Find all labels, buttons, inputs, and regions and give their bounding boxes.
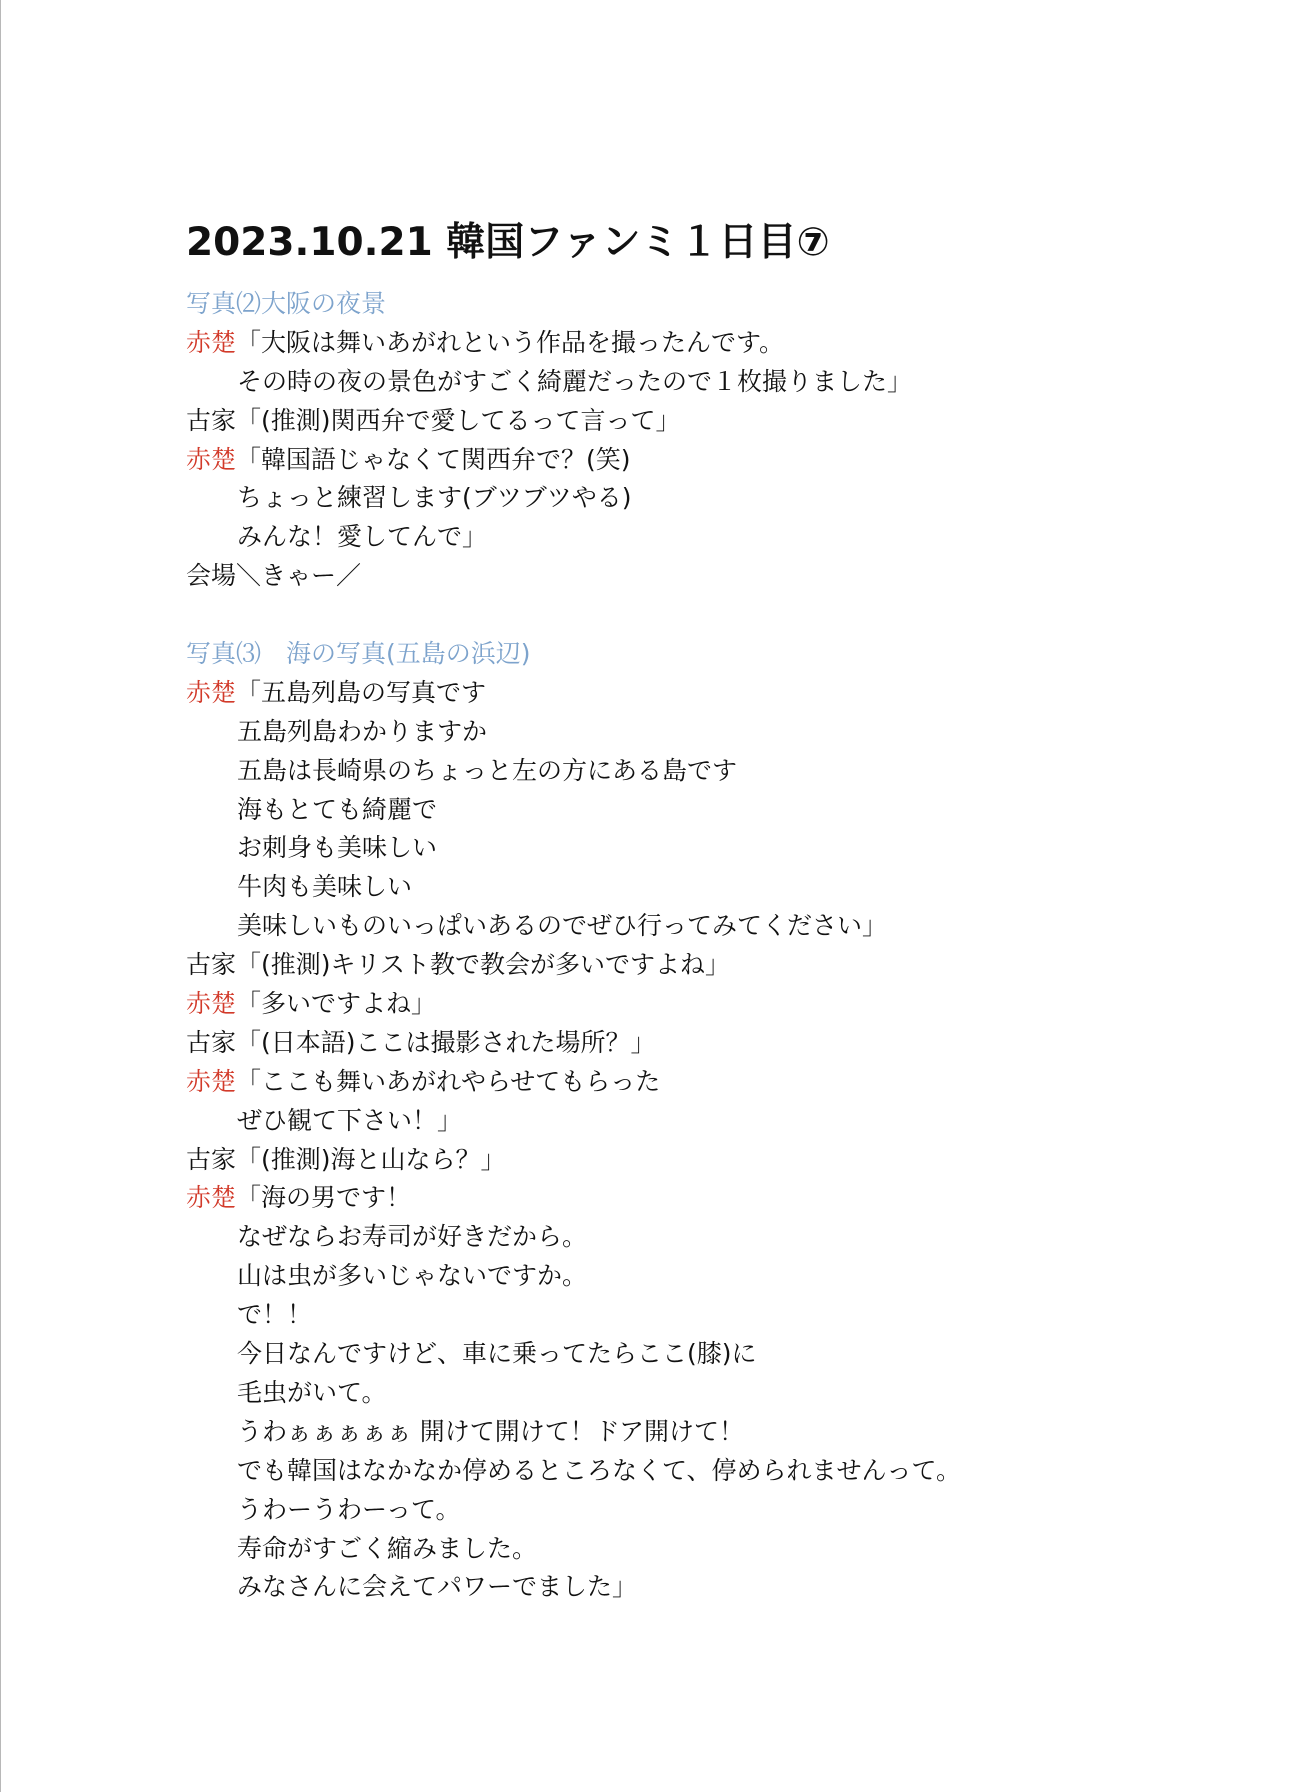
dialogue-text: 牛肉も美味しい	[237, 872, 413, 902]
speaker-name: 古家	[186, 1144, 237, 1174]
continuation-line	[186, 829, 1226, 868]
dialogue-text: 「韓国語じゃなくて関西弁で？(笑)	[236, 444, 631, 474]
continuation-line	[186, 1530, 1226, 1569]
dialogue-line	[186, 1063, 1226, 1102]
speaker-name: 赤楚	[186, 444, 237, 474]
dialogue-text: 「(日本語)ここは撮影された場所？」	[236, 1027, 656, 1057]
dialogue-text: ＼きゃー／	[236, 561, 362, 591]
dialogue-text: 今日なんですけど、車に乗ってたらここ(膝)に	[237, 1339, 757, 1369]
dialogue-text: 山は虫が多いじゃないですか。	[237, 1261, 588, 1291]
dialogue-text: うわーうわーって。	[237, 1494, 461, 1524]
continuation-line	[186, 363, 1226, 402]
photo-caption: 写真⑵大阪の夜景	[186, 289, 387, 318]
speaker-name: 古家	[186, 405, 237, 435]
continuation-line	[186, 1335, 1226, 1374]
continuation-line	[186, 868, 1226, 907]
dialogue-text: 海もとても綺麗で	[237, 794, 438, 824]
continuation-line	[186, 1374, 1226, 1413]
dialogue-line	[186, 557, 1226, 596]
dialogue-text: その時の夜の景色がすごく綺麗だったので１枚撮りました」	[237, 366, 913, 396]
continuation-line	[186, 1257, 1226, 1296]
continuation-line	[186, 1102, 1226, 1141]
dialogue-text: 「五島列島の写真です	[236, 677, 487, 707]
dialogue-text: 毛虫がいて。	[237, 1377, 387, 1407]
continuation-line	[186, 479, 1226, 518]
continuation-line	[186, 791, 1226, 830]
dialogue-line	[186, 1179, 1226, 1218]
speaker-name: 古家	[186, 1027, 237, 1057]
dialogue-text: ぜひ観て下さい！」	[237, 1105, 463, 1135]
dialogue-text: なぜならお寿司が好きだから。	[237, 1222, 588, 1252]
dialogue-line	[186, 674, 1226, 713]
dialogue-line	[186, 324, 1226, 363]
continuation-line	[186, 1413, 1226, 1452]
continuation-line	[186, 1491, 1226, 1530]
dialogue-text: 「大阪は舞いあがれという作品を撮ったんです。	[236, 327, 785, 357]
document-content	[186, 285, 1226, 1607]
dialogue-text: ちょっと練習します(ブツブツやる)	[237, 483, 632, 513]
document-title: 2023.10.21 韓国ファンミ１日目⑦	[186, 220, 830, 265]
photo-caption: 写真⑶ 海の写真(五島の浜辺)	[186, 639, 531, 669]
continuation-line	[186, 518, 1226, 557]
page-left-edge	[0, 0, 1, 1792]
speaker-name: 赤楚	[186, 1183, 237, 1213]
dialogue-text: 美味しいものいっぱいあるのでぜひ行ってみてください」	[237, 911, 888, 941]
dialogue-text: 「海の男です！	[236, 1183, 412, 1213]
speaker-name: 赤楚	[186, 989, 237, 1019]
dialogue-text: 「(推測)海と山なら？」	[236, 1144, 506, 1174]
dialogue-line	[186, 1141, 1226, 1180]
dialogue-text: でも韓国はなかなか停めるところなくて、停められませんって。	[237, 1455, 962, 1485]
dialogue-text: お刺身も美味しい	[237, 833, 438, 863]
dialogue-text: みなさんに会えてパワーでました」	[237, 1572, 638, 1602]
continuation-line	[186, 1452, 1226, 1491]
dialogue-text: 五島列島わかりますか	[237, 716, 488, 746]
dialogue-line	[186, 1024, 1226, 1063]
dialogue-text: 「多いですよね」	[236, 989, 437, 1019]
continuation-line	[186, 752, 1226, 791]
dialogue-text: 「(推測)関西弁で愛してるって言って」	[236, 405, 681, 435]
dialogue-text: 五島は長崎県のちょっと左の方にある島です	[237, 755, 738, 785]
dialogue-line	[186, 441, 1226, 480]
continuation-line	[186, 907, 1226, 946]
dialogue-text: で！！	[237, 1300, 313, 1330]
dialogue-text: うわぁぁぁぁぁ 開けて開けて！ドア開けて！	[237, 1416, 744, 1446]
speaker-name: 古家	[186, 950, 237, 980]
dialogue-line	[186, 402, 1226, 441]
section-spacer	[186, 596, 1226, 635]
continuation-line	[186, 1568, 1226, 1607]
dialogue-text: 寿命がすごく縮みました。	[237, 1533, 538, 1563]
speaker-name: 赤楚	[186, 677, 237, 707]
dialogue-line	[186, 946, 1226, 985]
speaker-name: 赤楚	[186, 1066, 237, 1096]
dialogue-line	[186, 985, 1226, 1024]
speaker-name: 会場	[186, 561, 237, 591]
continuation-line	[186, 1296, 1226, 1335]
continuation-line	[186, 1218, 1226, 1257]
continuation-line	[186, 713, 1226, 752]
dialogue-text: 「ここも舞いあがれやらせてもらった	[236, 1066, 661, 1096]
dialogue-text: 「(推測)キリスト教で教会が多いですよね」	[236, 950, 731, 980]
dialogue-text: みんな！愛してんで」	[237, 522, 488, 552]
speaker-name: 赤楚	[186, 327, 237, 357]
document-body	[186, 213, 1226, 1607]
